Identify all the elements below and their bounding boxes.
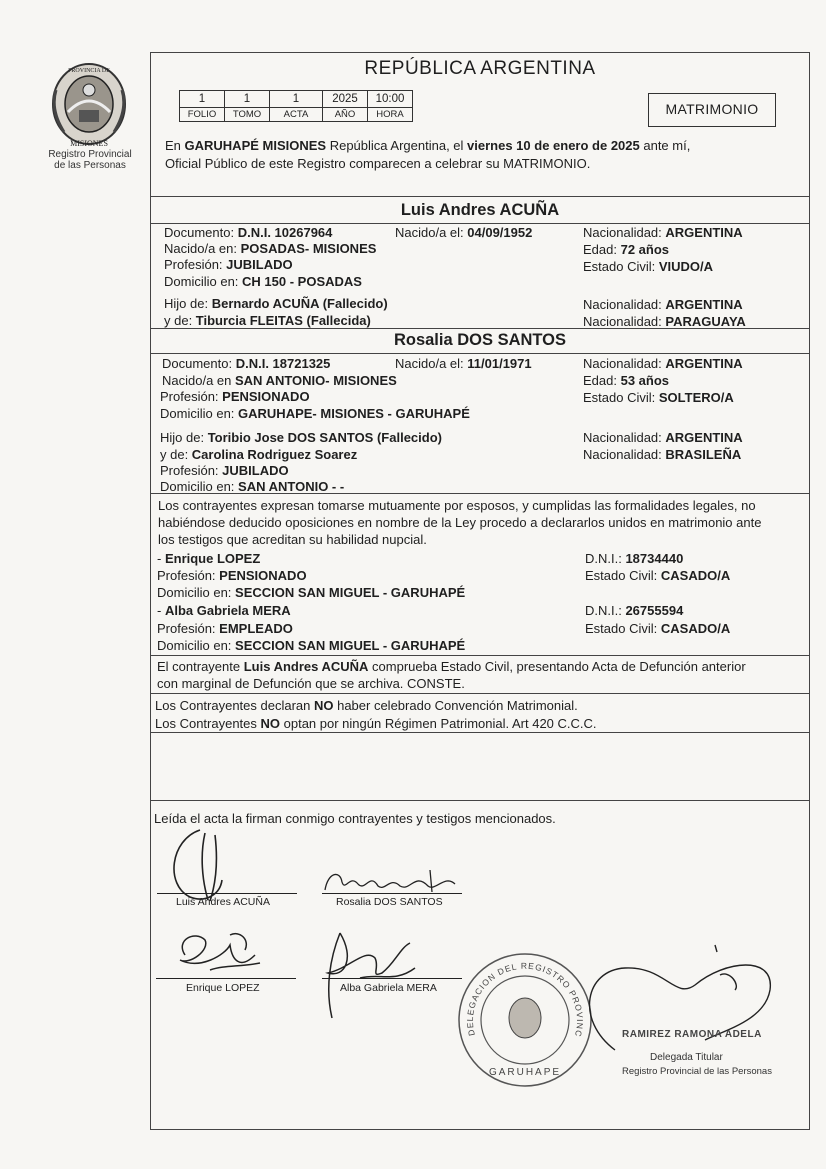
label: y de: [164, 313, 196, 328]
acta-value: 1 [270, 91, 323, 108]
value: POSADAS- MISIONES [240, 241, 377, 256]
intro-place: GARUHAPÉ MISIONES [184, 138, 327, 153]
signature-enrique-icon [170, 925, 270, 980]
witness2-name [157, 602, 291, 619]
note-line2: con marginal de Defunción que se archiva. CONSTE. [157, 676, 465, 691]
spouse2-age [583, 372, 669, 389]
note-text: El contrayente [157, 659, 244, 674]
acta-label: ACTA [270, 108, 323, 122]
value: 04/09/1952 [467, 225, 533, 240]
spouse2-father-nat [583, 429, 743, 446]
provincial-seal-icon [46, 60, 132, 150]
label: Nacionalidad: [583, 356, 666, 371]
spouse2-mother-prof [160, 462, 289, 479]
value: VIUDO/A [658, 259, 714, 274]
divider [150, 693, 810, 694]
label: Domicilio en: [160, 479, 239, 494]
intro-text: En [165, 138, 185, 153]
declaration-line1: Los contrayentes expresan tomarse mutuamente por esposos, y cumplidas las formalidades legales, no [158, 498, 756, 513]
intro-text: ante mí, [639, 138, 691, 153]
signature-line [156, 978, 296, 979]
label: D.N.I.: [585, 603, 626, 618]
label: Profesión: [160, 463, 223, 478]
divider [150, 655, 810, 656]
intro-line1 [165, 137, 690, 154]
label: Documento: [164, 225, 238, 240]
closing-statement: Leída el acta la firman conmigo contrayentes y testigos mencionados. [154, 811, 556, 826]
tomo-value: 1 [225, 91, 270, 108]
value: SECCION SAN MIGUEL - GARUHAPÉ [235, 638, 466, 653]
intro-date: viernes 10 de enero de 2025 [467, 138, 640, 153]
value: ARGENTINA [665, 356, 743, 371]
label: Nacionalidad: [583, 430, 666, 445]
label: Nacido/a en: [164, 241, 241, 256]
value: GARUHAPE- MISIONES - GARUHAPÉ [238, 406, 470, 421]
witness2-dni [585, 602, 683, 619]
bullet: - [157, 551, 165, 566]
label: Nacido/a el: [395, 356, 468, 371]
act-type-box: MATRIMONIO [648, 93, 776, 127]
convention-line1 [155, 697, 578, 714]
spouse1-mother [164, 312, 371, 329]
spouse2-civil [583, 389, 734, 406]
value: JUBILADO [226, 257, 293, 272]
registry-label [36, 149, 144, 171]
tomo-label: TOMO [225, 108, 270, 122]
spouse1-birthplace [164, 240, 376, 257]
spouse1-doc [164, 224, 332, 241]
signature-caption-2: Rosalia DOS SANTOS [336, 896, 443, 908]
spouse2-address [160, 405, 470, 422]
registry-label-line2: de las Personas [54, 160, 126, 171]
value: EMPLEADO [219, 621, 293, 636]
spouse1-address [164, 273, 362, 290]
page-title: REPÚBLICA ARGENTINA [364, 58, 596, 79]
value: 26755594 [625, 603, 684, 618]
signature-line [322, 893, 462, 894]
declaration-line2: habiéndose deducido oposiciones en nombre de la Ley procedo a declararlos unidos en matrimonio ante [158, 515, 762, 530]
value: 11/01/1971 [467, 356, 532, 371]
divider [150, 353, 810, 354]
value: Alba Gabriela MERA [164, 603, 291, 618]
signature-line [322, 978, 462, 979]
label: Documento: [162, 356, 236, 371]
spouse1-father-nat [583, 296, 743, 313]
spouse1-born [395, 224, 532, 241]
label: Domicilio en: [157, 638, 236, 653]
spouse1-civil [583, 258, 713, 275]
label: Estado Civil: [583, 259, 659, 274]
text: Los Contrayentes [155, 716, 261, 731]
seal-bottom-text: MISIONES [70, 139, 108, 148]
note-name: Luis Andres ACUÑA [243, 659, 369, 674]
label: Estado Civil: [583, 390, 659, 405]
seal-top-text: PROVINCIA DE [68, 68, 110, 74]
label: y de: [160, 447, 192, 462]
label: Hijo de: [160, 430, 208, 445]
signature-officer-icon [555, 940, 785, 1060]
value: CASADO/A [660, 621, 731, 636]
value: PARAGUAYA [665, 314, 746, 329]
label: Nacido/a el: [395, 225, 468, 240]
spouse1-nat [583, 224, 743, 241]
spouse1-age [583, 241, 669, 258]
signature-caption-3: Enrique LOPEZ [186, 982, 260, 994]
stamp-officer-title: Delegada Titular [650, 1052, 723, 1063]
label: Domicilio en: [164, 274, 243, 289]
label: Edad: [583, 373, 621, 388]
text: haber celebrado Convención Matrimonial. [333, 698, 578, 713]
spouse2-prof [160, 388, 310, 405]
intro-text: República Argentina, el [326, 138, 468, 153]
value: SOLTERO/A [658, 390, 734, 405]
hour-value: 10:00 [368, 91, 413, 108]
witness2-civil [585, 620, 730, 637]
label: Nacionalidad: [583, 297, 666, 312]
text: optan por ningún Régimen Patrimonial. Art 420 C.C.C. [280, 716, 597, 731]
registry-label-line1: Registro Provincial [48, 149, 132, 160]
signature-caption-1: Luis Andres ACUÑA [176, 896, 270, 908]
value: JUBILADO [222, 463, 289, 478]
spouse2-doc [162, 355, 330, 372]
folio-table [179, 90, 413, 122]
spouse1-mother-nat [583, 313, 746, 330]
spouse2-born [395, 355, 532, 372]
witness1-address [157, 584, 465, 601]
value: CASADO/A [660, 568, 731, 583]
stamp-officer-name: RAMIREZ RAMONA ADELA [622, 1029, 762, 1040]
witness1-civil [585, 567, 730, 584]
spouse2-birthplace [162, 372, 397, 389]
divider [150, 732, 810, 733]
label: Edad: [583, 242, 621, 257]
label: D.N.I.: [585, 551, 626, 566]
value: ARGENTINA [665, 225, 743, 240]
label: Profesión: [157, 568, 220, 583]
spouse1-father [164, 295, 388, 312]
label: Estado Civil: [585, 621, 661, 636]
value: SECCION SAN MIGUEL - GARUHAPÉ [235, 585, 466, 600]
year-label: AÑO [323, 108, 368, 122]
label: Nacionalidad: [583, 447, 666, 462]
spouse2-father [160, 429, 442, 446]
value: Carolina Rodriguez Soarez [191, 447, 358, 462]
label: Nacionalidad: [583, 314, 666, 329]
witness2-address [157, 637, 465, 654]
stamp-officer-org: Registro Provincial de las Personas [622, 1066, 772, 1077]
folio-label: FOLIO [180, 108, 225, 122]
spouse2-mother [160, 446, 357, 463]
spouse1-name: Luis Andres ACUÑA [400, 201, 560, 219]
value: Tiburcia FLEITAS (Fallecida) [195, 313, 371, 328]
spouse2-mother-address [160, 478, 344, 495]
text: Los Contrayentes declaran [155, 698, 314, 713]
intro-line2: Oficial Público de este Registro comparecen a celebrar su MATRIMONIO. [165, 156, 591, 171]
convention-line2 [155, 715, 597, 732]
signature-caption-4: Alba Gabriela MERA [340, 982, 437, 994]
label: Profesión: [157, 621, 220, 636]
folio-value: 1 [180, 91, 225, 108]
value: Bernardo ACUÑA (Fallecido) [211, 296, 388, 311]
spouse2-mother-nat [583, 446, 741, 463]
value: D.N.I. 18721325 [235, 356, 331, 371]
value: ARGENTINA [665, 430, 743, 445]
witness1-prof [157, 567, 307, 584]
label: Nacido/a en [162, 373, 235, 388]
stamp-round-text: DELEGACION DEL REGISTRO PROVINCIAL DE LAS PERSONAS [451, 942, 586, 1039]
stamp-city: GARUHAPE [488, 1067, 562, 1078]
value: CH 150 - POSADAS [242, 274, 362, 289]
hour-label: HORA [368, 108, 413, 122]
value: SAN ANTONIO- MISIONES [235, 373, 397, 388]
value: PENSIONADO [222, 389, 310, 404]
witness1-name [157, 550, 260, 567]
note-text: comprueba Estado Civil, presentando Acta de Defunción anterior [368, 659, 746, 674]
label: Hijo de: [164, 296, 212, 311]
divider [150, 196, 810, 197]
declaration-line3: los testigos que acreditan su habilidad nupcial. [158, 532, 427, 547]
label: Domicilio en: [160, 406, 239, 421]
label: Domicilio en: [157, 585, 236, 600]
spouse1-prof [164, 256, 293, 273]
label: Nacionalidad: [583, 225, 666, 240]
divider [150, 800, 810, 801]
label: Profesión: [160, 389, 223, 404]
signature-line [157, 893, 297, 894]
value: ARGENTINA [665, 297, 743, 312]
year-value: 2025 [323, 91, 368, 108]
witness1-dni [585, 550, 683, 567]
note-line1 [157, 658, 746, 675]
value: Enrique LOPEZ [164, 551, 261, 566]
witness2-prof [157, 620, 293, 637]
spouse2-name: Rosalia DOS SANTOS [393, 331, 567, 349]
value: SAN ANTONIO - - [238, 479, 345, 494]
signature-alba-icon [320, 928, 420, 1023]
value: 72 años [620, 242, 670, 257]
value: D.N.I. 10267964 [237, 225, 333, 240]
label: Estado Civil: [585, 568, 661, 583]
emphasis: NO [313, 698, 334, 713]
label: Profesión: [164, 257, 227, 272]
value: BRASILEÑA [665, 447, 742, 462]
value: PENSIONADO [219, 568, 307, 583]
value: 18734440 [625, 551, 684, 566]
emphasis: NO [260, 716, 281, 731]
value: Toribio Jose DOS SANTOS (Fallecido) [207, 430, 442, 445]
value: 53 años [620, 373, 670, 388]
spouse2-nat [583, 355, 743, 372]
bullet: - [157, 603, 165, 618]
